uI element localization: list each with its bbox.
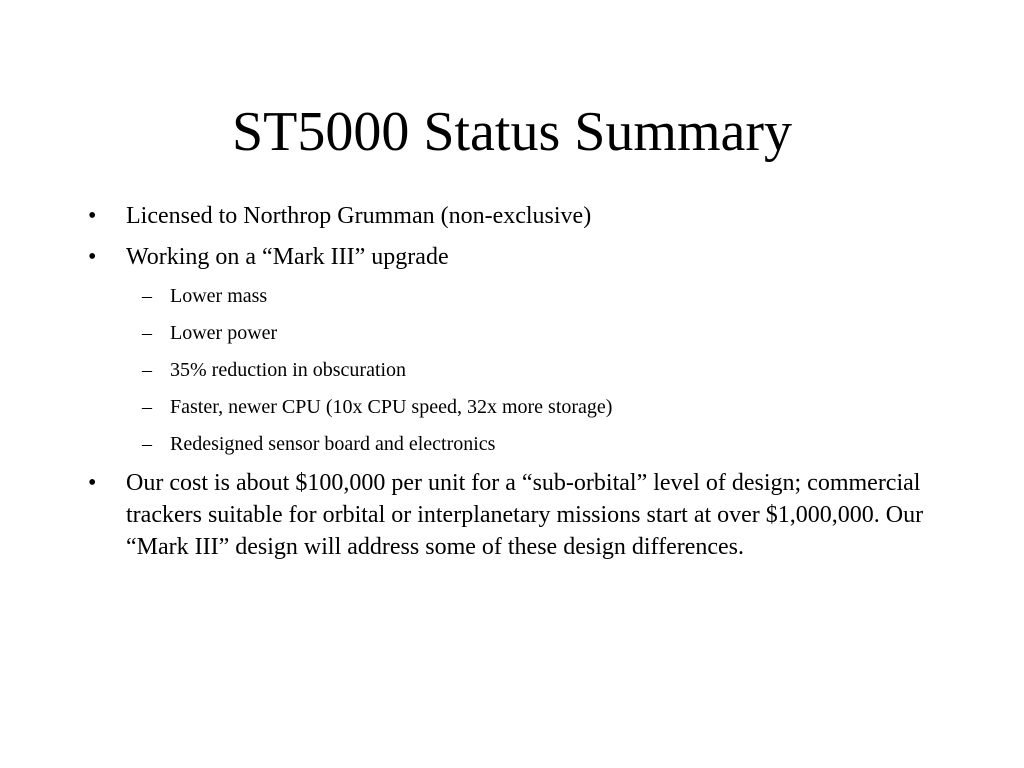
bullet-item <box>86 200 946 232</box>
sub-bullet-text: Lower power <box>170 322 278 344</box>
bullet-item <box>86 241 946 273</box>
sub-bullet-text: Faster, newer CPU (10x CPU speed, 32x more storage) <box>170 396 613 418</box>
bullet-marker: • <box>88 470 97 496</box>
sub-bullet-item <box>86 319 946 347</box>
sub-bullet-marker: – <box>142 322 152 344</box>
slide-title: ST5000 Status Summary <box>231 101 793 163</box>
sub-bullet-item <box>86 356 946 384</box>
sub-bullet-marker: – <box>142 396 152 418</box>
sub-bullet-marker: – <box>142 433 152 455</box>
sub-bullet-marker: – <box>142 285 152 307</box>
bullet-text: Working on a “Mark III” upgrade <box>126 244 449 270</box>
sub-bullet-item <box>86 393 946 421</box>
bullet-text: Licensed to Northrop Grumman (non-exclusive) <box>126 203 592 229</box>
sub-bullet-item <box>86 430 946 458</box>
sub-bullet-text: Redesigned sensor board and electronics <box>170 433 496 455</box>
sub-bullet-marker: – <box>142 359 152 381</box>
slide-body <box>86 200 946 572</box>
bullet-text: Our cost is about $100,000 per unit for a “sub-orbital” level of design; commercial trackers suitable for orbital or interplanetary missions start at over $1,000,000. Our “Mark III” design will address some of these design differences. <box>126 470 924 560</box>
bullet-marker: • <box>88 244 97 270</box>
sub-bullet-text: Lower mass <box>170 285 268 307</box>
sub-bullet-text: 35% reduction in obscuration <box>170 359 407 381</box>
sub-bullet-item <box>86 282 946 310</box>
bullet-marker: • <box>88 203 97 229</box>
bullet-item <box>86 467 946 563</box>
